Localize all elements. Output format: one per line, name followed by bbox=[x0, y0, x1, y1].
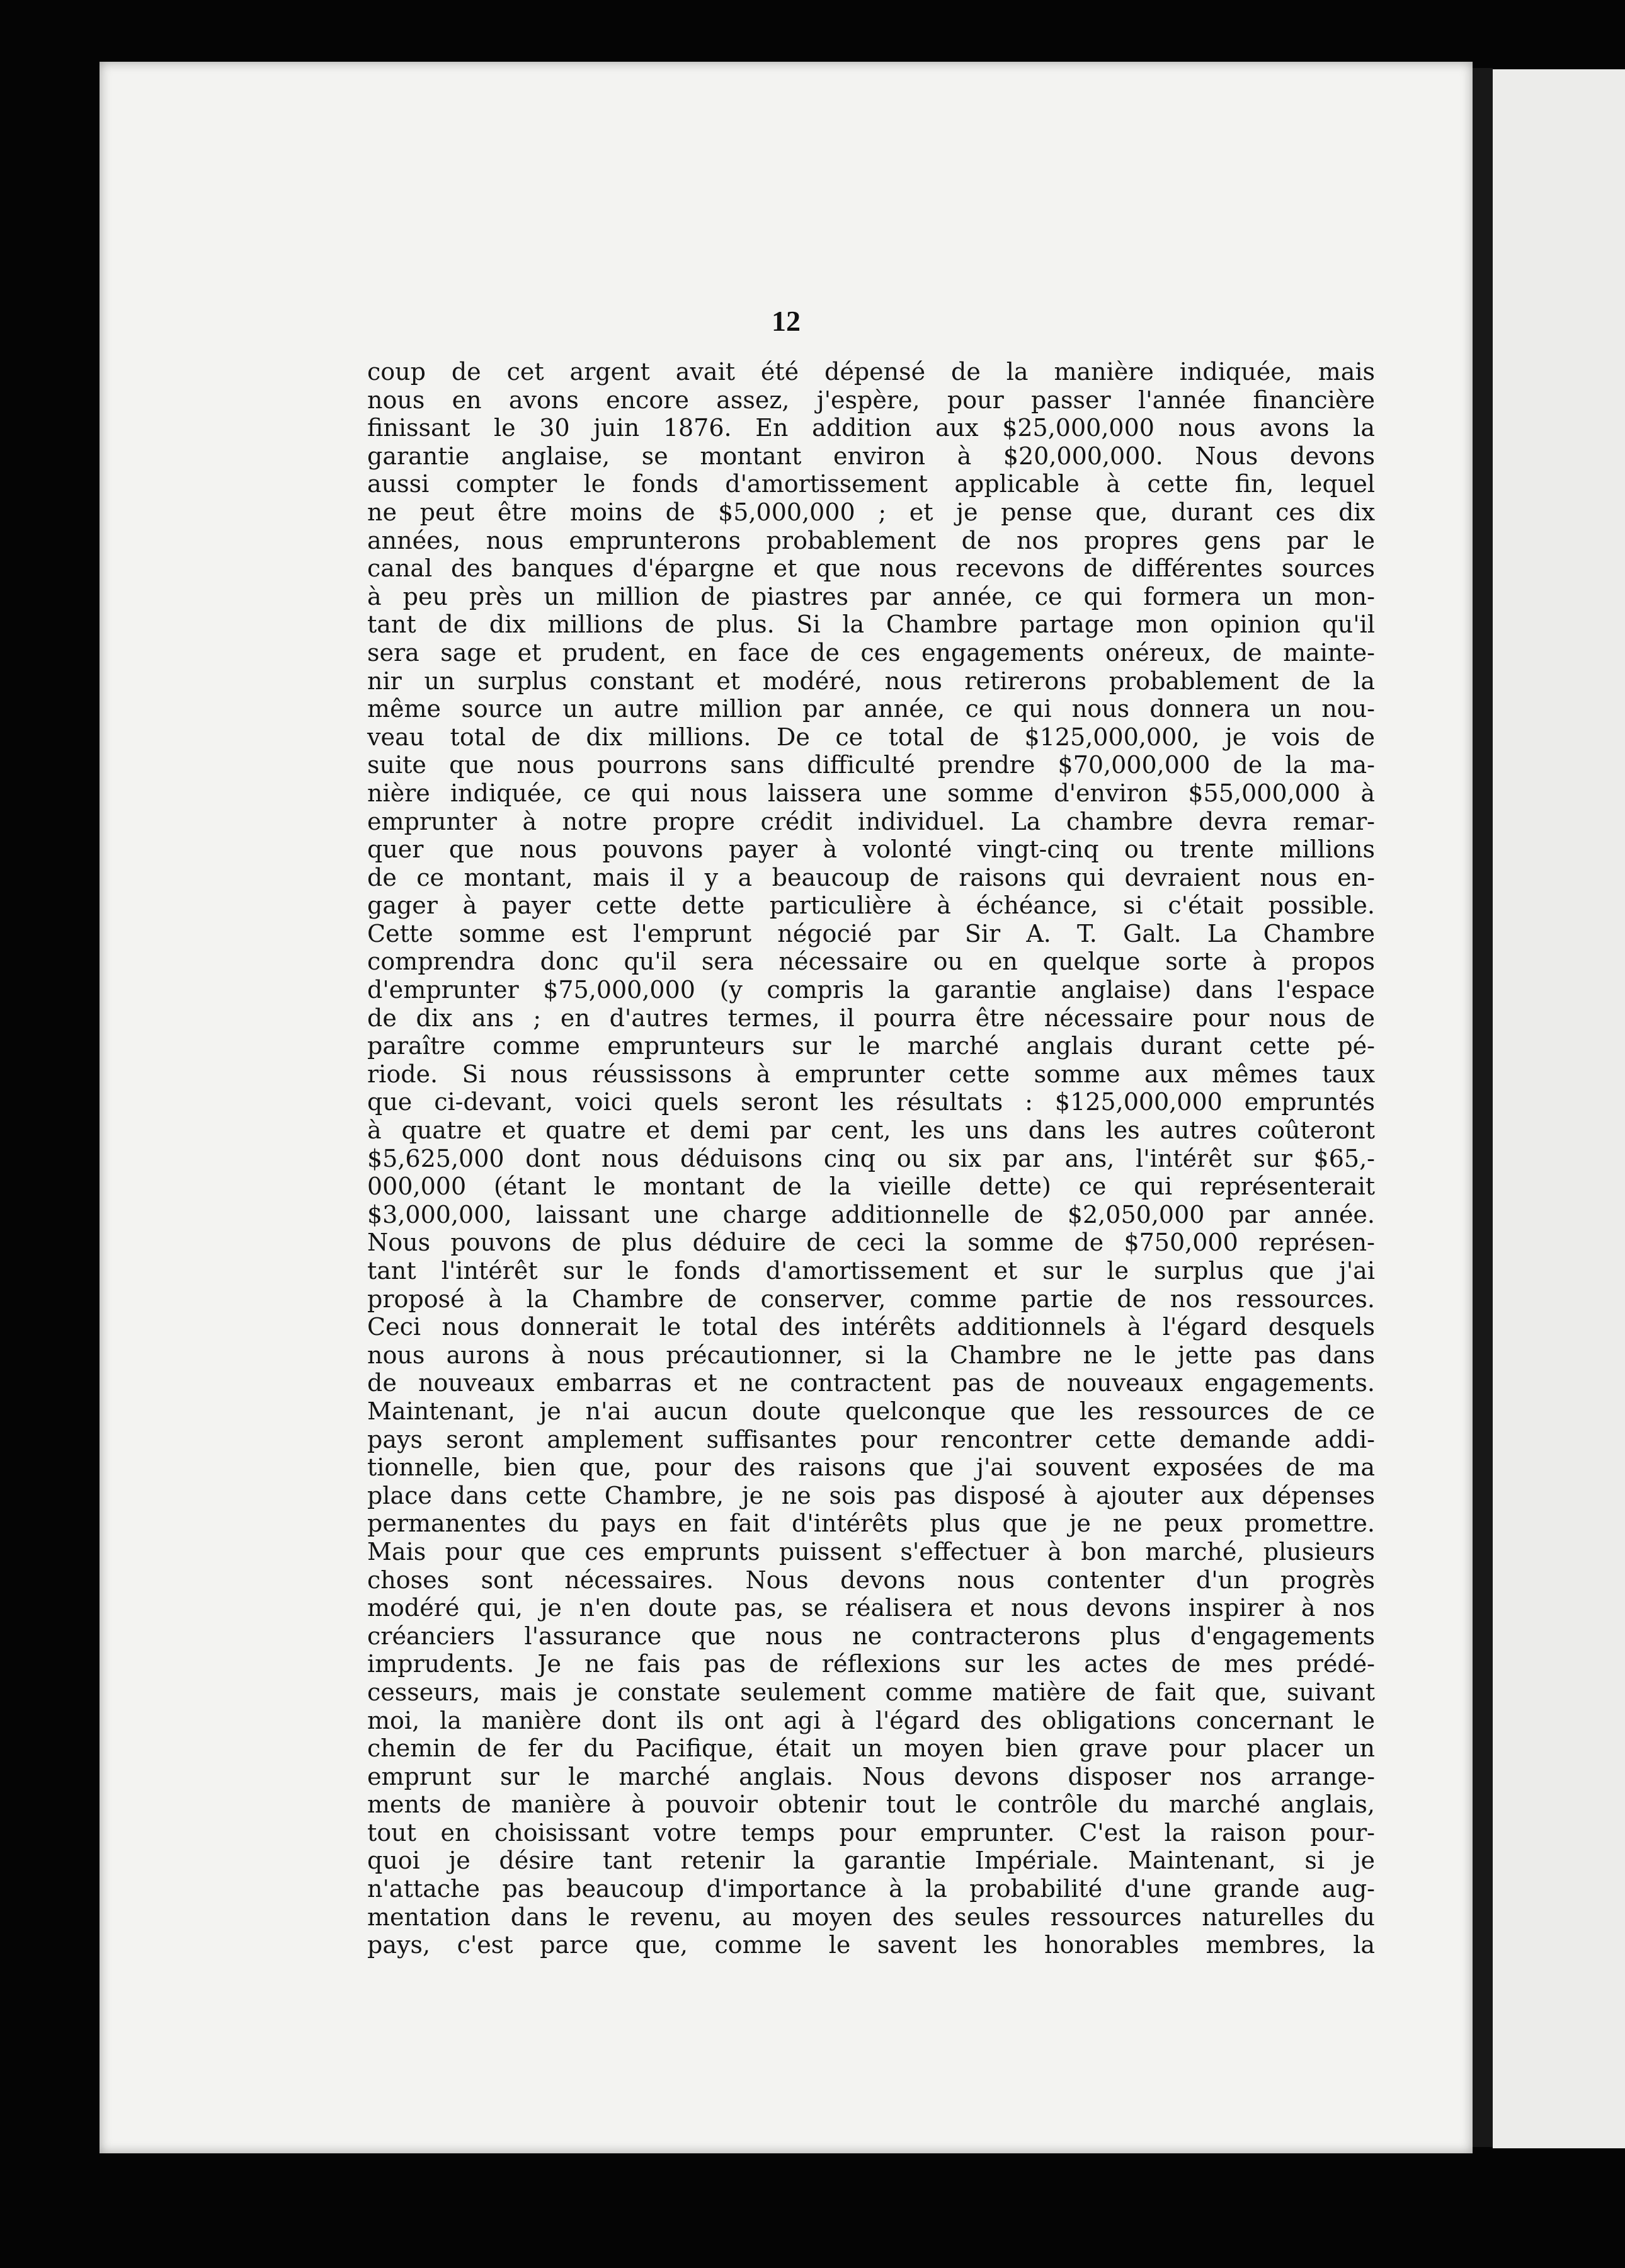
text-line: que ci-devant, voici quels seront les résultats : $125,000,000 empruntés bbox=[367, 1088, 1375, 1116]
text-line: comprendra donc qu'il sera nécessaire ou en quelque sorte à propos bbox=[367, 948, 1375, 976]
text-line: nière indiquée, ce qui nous laissera une somme d'environ $55,000,000 à bbox=[367, 779, 1375, 807]
text-line: mentation dans le revenu, au moyen des seules ressources naturelles du bbox=[367, 1903, 1375, 1931]
text-line: de dix ans ; en d'autres termes, il pourra être nécessaire pour nous de bbox=[367, 1004, 1375, 1032]
text-line: emprunt sur le marché anglais. Nous devons disposer nos arrange- bbox=[367, 1762, 1375, 1790]
text-line: Nous pouvons de plus déduire de ceci la somme de $750,000 représen- bbox=[367, 1228, 1375, 1257]
text-line: à peu près un million de piastres par année, ce qui formera un mon- bbox=[367, 582, 1375, 610]
text-line: permanentes du pays en fait d'intérêts plus que je ne peux promettre. bbox=[367, 1509, 1375, 1538]
text-line: quoi je désire tant retenir la garantie Impériale. Maintenant, si je bbox=[367, 1847, 1375, 1875]
text-line: nous aurons à nous précautionner, si la Chambre ne le jette pas dans bbox=[367, 1341, 1375, 1369]
text-line: modéré qui, je n'en doute pas, se réalisera et nous devons inspirer à nos bbox=[367, 1594, 1375, 1622]
text-line: choses sont nécessaires. Nous devons nous contenter d'un progrès bbox=[367, 1566, 1375, 1594]
text-line: chemin de fer du Pacifique, était un moyen bien grave pour placer un bbox=[367, 1734, 1375, 1763]
text-line: imprudents. Je ne fais pas de réflexions sur les actes de mes prédé- bbox=[367, 1650, 1375, 1678]
text-line: moi, la manière dont ils ont agi à l'égard des obligations concernant le bbox=[367, 1706, 1375, 1734]
text-line: 000,000 (étant le montant de la vieille dette) ce qui représenterait bbox=[367, 1172, 1375, 1201]
adjacent-page-edge bbox=[1493, 69, 1625, 2148]
text-line: tant l'intérêt sur le fonds d'amortissement et sur le surplus que j'ai bbox=[367, 1257, 1375, 1285]
text-line: gager à payer cette dette particulière à échéance, si c'était possible. bbox=[367, 891, 1375, 920]
text-line: pays seront amplement suffisantes pour rencontrer cette demande addi- bbox=[367, 1425, 1375, 1453]
text-line: $5,625,000 dont nous déduisons cinq ou six par ans, l'intérêt sur $65,- bbox=[367, 1144, 1375, 1172]
page-number: 12 bbox=[772, 305, 801, 337]
page-gutter bbox=[1473, 68, 1493, 2147]
text-line: quer que nous pouvons payer à volonté vingt-cinq ou trente millions bbox=[367, 835, 1375, 864]
text-line: $3,000,000, laissant une charge additionnelle de $2,050,000 par année. bbox=[367, 1200, 1375, 1228]
text-line: Cette somme est l'emprunt négocié par Sir A. T. Galt. La Chambre bbox=[367, 919, 1375, 948]
text-line: aussi compter le fonds d'amortissement applicable à cette fin, lequel bbox=[367, 470, 1375, 498]
text-line: créanciers l'assurance que nous ne contracterons plus d'engagements bbox=[367, 1622, 1375, 1650]
text-line: tout en choisissant votre temps pour emprunter. C'est la raison pour- bbox=[367, 1818, 1375, 1847]
text-line: suite que nous pourrons sans difficulté prendre $70,000,000 de la ma- bbox=[367, 751, 1375, 779]
text-line: coup de cet argent avait été dépensé de la manière indiquée, mais bbox=[367, 358, 1375, 386]
document-page bbox=[100, 62, 1473, 2153]
text-line: Maintenant, je n'ai aucun doute quelconque que les ressources de ce bbox=[367, 1397, 1375, 1425]
text-line: garantie anglaise, se montant environ à $20,000,000. Nous devons bbox=[367, 442, 1375, 470]
text-line: tant de dix millions de plus. Si la Chambre partage mon opinion qu'il bbox=[367, 610, 1375, 639]
text-line: nous en avons encore assez, j'espère, pour passer l'année financière bbox=[367, 386, 1375, 414]
text-line: pays, c'est parce que, comme le savent les honorables membres, la bbox=[367, 1931, 1375, 1959]
text-line: ne peut être moins de $5,000,000 ; et je pense que, durant ces dix bbox=[367, 498, 1375, 526]
body-text bbox=[367, 358, 1375, 1959]
text-line: ments de manière à pouvoir obtenir tout le contrôle du marché anglais, bbox=[367, 1790, 1375, 1819]
text-line: place dans cette Chambre, je ne sois pas disposé à ajouter aux dépenses bbox=[367, 1481, 1375, 1509]
text-line: Ceci nous donnerait le total des intérêts additionnels à l'égard desquels bbox=[367, 1313, 1375, 1341]
text-line: Mais pour que ces emprunts puissent s'effectuer à bon marché, plusieurs bbox=[367, 1537, 1375, 1566]
text-line: tionnelle, bien que, pour des raisons que j'ai souvent exposées de ma bbox=[367, 1453, 1375, 1482]
text-line: de ce montant, mais il y a beaucoup de raisons qui devraient nous en- bbox=[367, 863, 1375, 891]
text-line: même source un autre million par année, ce qui nous donnera un nou- bbox=[367, 695, 1375, 723]
text-line: paraître comme emprunteurs sur le marché anglais durant cette pé- bbox=[367, 1032, 1375, 1060]
text-line: nir un surplus constant et modéré, nous retirerons probablement de la bbox=[367, 667, 1375, 695]
text-line: cesseurs, mais je constate seulement comme matière de fait que, suivant bbox=[367, 1678, 1375, 1706]
text-line: proposé à la Chambre de conserver, comme partie de nos ressources. bbox=[367, 1285, 1375, 1313]
text-line: à quatre et quatre et demi par cent, les uns dans les autres coûteront bbox=[367, 1116, 1375, 1145]
text-line: d'emprunter $75,000,000 (y compris la garantie anglaise) dans l'espace bbox=[367, 976, 1375, 1004]
text-line: n'attache pas beaucoup d'importance à la probabilité d'une grande aug- bbox=[367, 1875, 1375, 1903]
text-line: de nouveaux embarras et ne contractent pas de nouveaux engagements. bbox=[367, 1369, 1375, 1397]
text-line: riode. Si nous réussissons à emprunter cette somme aux mêmes taux bbox=[367, 1060, 1375, 1088]
text-line: emprunter à notre propre crédit individuel. La chambre devra remar- bbox=[367, 807, 1375, 835]
text-line: veau total de dix millions. De ce total de $125,000,000, je vois de bbox=[367, 723, 1375, 751]
text-line: finissant le 30 juin 1876. En addition aux $25,000,000 nous avons la bbox=[367, 414, 1375, 442]
text-line: sera sage et prudent, en face de ces engagements onéreux, de mainte- bbox=[367, 638, 1375, 667]
text-line: canal des banques d'épargne et que nous recevons de différentes sources bbox=[367, 554, 1375, 583]
text-line: années, nous emprunterons probablement de nos propres gens par le bbox=[367, 526, 1375, 554]
